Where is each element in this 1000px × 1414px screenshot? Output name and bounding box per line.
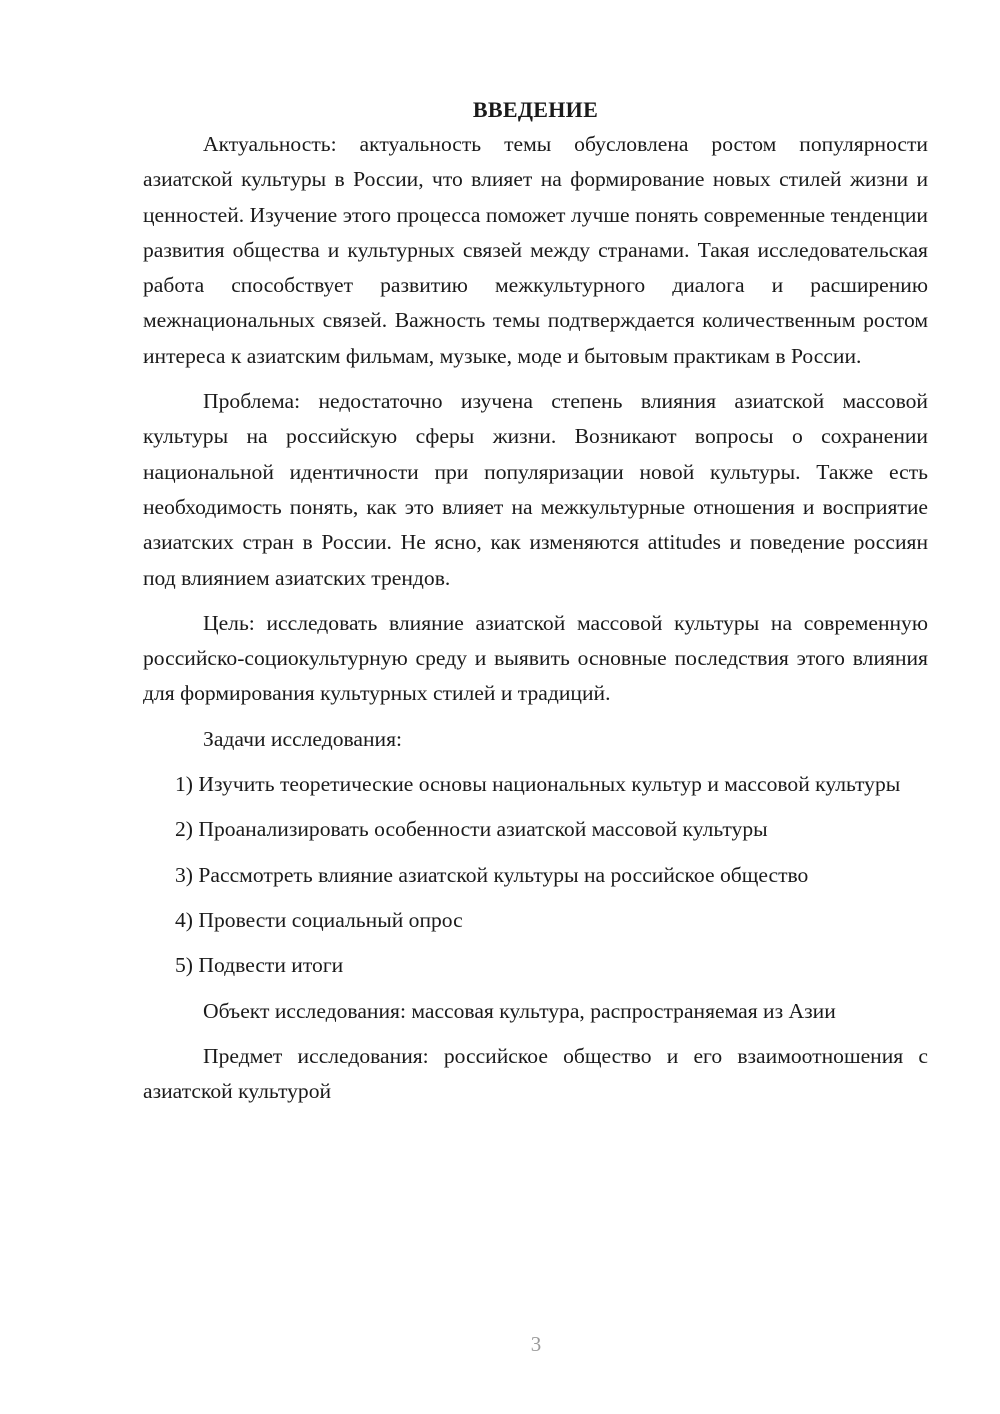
- document-page: [143, 92, 928, 1119]
- problem-paragraph: Проблема: недостаточно изучена степень влияния азиатской массовой культуры на российскую сферы жизни. Возникают вопросы о сохранении национальной идентичности при популяризации новой культуры. Также есть необходимость понять, как это влияет на межкультурные отношения и восприятие азиатских стран в России. Не ясно, как изменяются attitudes и поведение россиян под влиянием азиатских трендов.: [143, 389, 928, 590]
- page-number: 3: [530, 1332, 542, 1356]
- list-item: 3) Рассмотреть влияние азиатской культуры на российское общество: [175, 862, 809, 887]
- list-item: 1) Изучить теоретические основы национальных культур и массовой культуры: [175, 772, 901, 797]
- page-title: ВВЕДЕНИЕ: [472, 97, 599, 122]
- relevance-paragraph: Актуальность: актуальность темы обусловлена ростом популярности азиатской культуры в России, что влияет на формирование новых стилей жизни и ценностей. Изучение этого процесса поможет лучше понять современные тенденции развития общества и культурных связей между странами. Такая исследовательская работа способствует развитию межкультурного диалога и расширению межнациональных связей. Важность темы подтверждается количественным ростом интереса к азиатским фильмам, музыке, моде и бытовым практикам в России.: [143, 132, 928, 368]
- tasks-list: [143, 767, 928, 983]
- list-item: 4) Провести социальный опрос: [175, 907, 463, 932]
- list-item: 2) Проанализировать особенности азиатской массовой культуры: [175, 817, 768, 842]
- object-paragraph: Объект исследования: массовая культура, распространяемая из Азии: [203, 998, 836, 1023]
- subject-paragraph: Предмет исследования: российское общество и его взаимоотношения с азиатской культурой: [143, 1043, 928, 1104]
- list-item: 5) Подвести итоги: [175, 953, 344, 978]
- tasks-title: Задачи исследования:: [203, 726, 403, 751]
- goal-paragraph: Цель: исследовать влияние азиатской массовой культуры на современную российско-социокультурную среду и выявить основные последствия этого влияния для формирования культурных стилей и традиций.: [143, 610, 928, 706]
